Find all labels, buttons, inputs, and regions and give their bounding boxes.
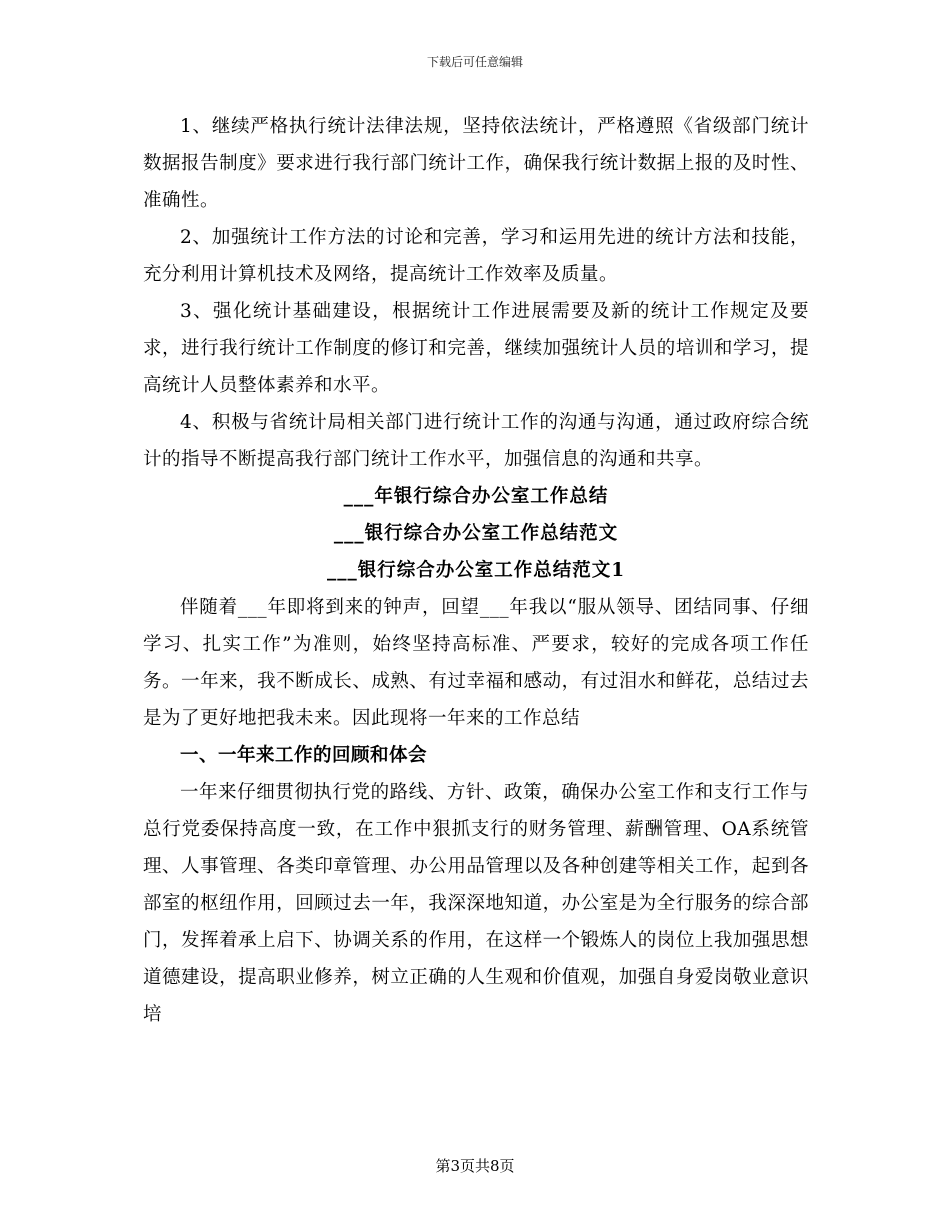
paragraph-item-3: 3、强化统计基础建设，根据统计工作进展需要及新的统计工作规定及要求，进行我行统计工作制度的修订和完善，继续加强统计人员的培训和学习，提高统计人员整体素养和水平。 [143,301,809,396]
page-header-note: 下载后可任意编辑 [426,55,523,69]
document-body [143,108,809,1033]
section-paragraph: 一年来仔细贯彻执行党的路线、方针、政策，确保办公室工作和支行工作与总行党委保持高度一致，在工作中狠抓支行的财务管理、薪酬管理、OA系统管理、人事管理、各类印章管理、办公用品管理以及各种创建等相关工作，起到各部室的枢纽作用，回顾过去一年，我深深地知道，办公室是为全行服务的综合部门，发挥着承上启下、协调关系的作用，在这样一个锻炼人的岗位上我加强思想道德建设，提高职业修养，树立正确的人生观和价值观，加强自身爱岗敬业意识培 [143,782,809,1025]
document-subtitle-numbered: ___银行综合办公室工作总结范文1 [326,560,626,581]
page-number-footer: 第3页共8页 [435,1157,515,1175]
paragraph-item-4: 4、积极与省统计局相关部门进行统计工作的沟通与沟通，通过政府综合统计的指导不断提高我行部门统计工作水平，加强信息的沟通和共享。 [143,412,809,470]
intro-paragraph: 伴随着___年即将到来的钟声，回望___年我以“服从领导、团结同事、仔细学习、扎实工作”为准则，始终坚持高标准、严要求，较好的完成各项工作任务。一年来，我不断成长、成熟、有过幸福和感动，有过泪水和鲜花，总结过去是为了更好地把我未来。因此现将一年来的工作总结 [143,597,809,729]
document-subtitle: ___银行综合办公室工作总结范文 [333,523,619,544]
section-heading: 一、一年来工作的回顾和体会 [180,745,428,766]
paragraph-item-1: 1、继续严格执行统计法律法规，坚持依法统计，严格遵照《省级部门统计数据报告制度》要求进行我行部门统计工作，确保我行统计数据上报的及时性、准确性。 [143,116,809,211]
document-title: ___年银行综合办公室工作总结 [343,486,609,507]
paragraph-item-2: 2、加强统计工作方法的讨论和完善，学习和运用先进的统计方法和技能，充分利用计算机技术及网络，提高统计工作效率及质量。 [143,227,809,285]
